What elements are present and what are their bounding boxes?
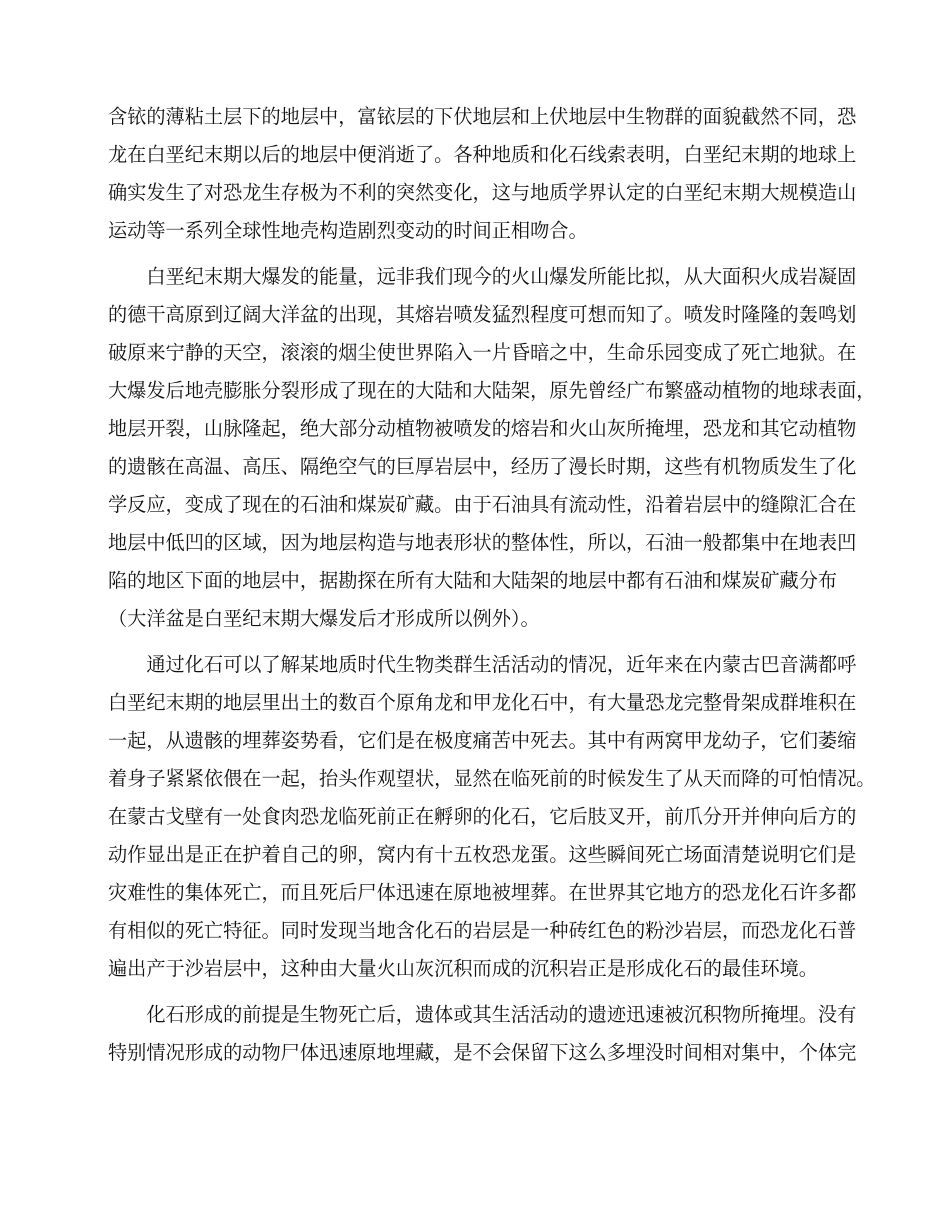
paragraph <box>108 996 857 1072</box>
text-line: 灾难性的集体死亡，而且死后尸体迅速在原地被埋葬。在世界其它地方的恐龙化石许多都 <box>108 881 857 904</box>
text-line: 破原来宁静的天空，滚滚的烟尘使世界陷入一片昏暗之中，生命乐园变成了死亡地狱。在 <box>108 341 857 364</box>
text-line: 学反应，变成了现在的石油和煤炭矿藏。由于石油具有流动性，沿着岩层中的缝隙汇合在 <box>108 493 857 516</box>
text-line: 在蒙古戈壁有一处食肉恐龙临死前正在孵卵的化石，它后肢叉开，前爪分开并伸向后方的 <box>108 805 857 828</box>
text-line: 遍出产于沙岩层中，这种由大量火山灰沉积而成的沉积岩正是形成化石的最佳环境。 <box>108 957 818 980</box>
text-line: 化石形成的前提是生物死亡后，遗体或其生活活动的遗迹迅速被沉积物所掩埋。没有 <box>108 1003 857 1026</box>
text-line: 特别情况形成的动物尸体迅速原地埋藏，是不会保留下这么多埋没时间相对集中，个体完 <box>108 1041 857 1064</box>
text-line: 着身子紧紧依偎在一起，抬头作观望状，显然在临死前的时候发生了从天而降的可怕情况。 <box>108 767 876 790</box>
text-line: 通过化石可以了解某地质时代生物类群生活活动的情况，近年来在内蒙古巴音满都呼 <box>108 653 857 676</box>
paragraph <box>108 98 857 250</box>
text-line: 陷的地区下面的地层中，据勘探在所有大陆和大陆架的地层中都有石油和煤炭矿藏分布 <box>108 569 838 592</box>
text-line: 地层中低凹的区域，因为地层构造与地表形状的整体性，所以，石油一般都集中在地表凹 <box>108 531 857 554</box>
text-line: 大爆发后地壳膨胀分裂形成了现在的大陆和大陆架，原先曾经广布繁盛动植物的地球表面， <box>108 379 876 402</box>
text-line: 地层开裂，山脉隆起，绝大部分动植物被喷发的熔岩和火山灰所掩埋，恐龙和其它动植物 <box>108 417 857 440</box>
text-line: 有相似的死亡特征。同时发现当地含化石的岩层是一种砖红色的粉沙岩层，而恐龙化石普 <box>108 919 857 942</box>
text-line: 的德干高原到辽阔大洋盆的出现，其熔岩喷发猛烈程度可想而知了。喷发时隆隆的轰鸣划 <box>108 303 857 326</box>
paragraph <box>108 646 876 988</box>
text-line: （大洋盆是白垩纪末期大爆发后才形成所以例外）。 <box>108 607 540 630</box>
body-text <box>108 98 876 1080</box>
text-line: 含铱的薄粘土层下的地层中，富铱层的下伏地层和上伏地层中生物群的面貌截然不同，恐 <box>108 105 857 128</box>
text-line: 龙在白垩纪末期以后的地层中便消逝了。各种地质和化石线索表明，白垩纪末期的地球上 <box>108 143 857 166</box>
paragraph <box>108 258 876 638</box>
text-line: 白垩纪末期的地层里出土的数百个原角龙和甲龙化石中，有大量恐龙完整骨架成群堆积在 <box>108 691 857 714</box>
text-line: 一起，从遗骸的埋葬姿势看，它们是在极度痛苦中死去。其中有两窝甲龙幼子，它们萎缩 <box>108 729 857 752</box>
text-line: 确实发生了对恐龙生存极为不利的突然变化，这与地质学界认定的白垩纪末期大规模造山 <box>108 181 857 204</box>
text-line: 运动等一系列全球性地壳构造剧烈变动的时间正相吻合。 <box>108 219 588 242</box>
text-line: 的遗骸在高温、高压、隔绝空气的巨厚岩层中，经历了漫长时期，这些有机物质发生了化 <box>108 455 857 478</box>
text-line: 白垩纪末期大爆发的能量，远非我们现今的火山爆发所能比拟，从大面积火成岩凝固 <box>108 265 857 288</box>
text-line: 动作显出是正在护着自己的卵，窝内有十五枚恐龙蛋。这些瞬间死亡场面清楚说明它们是 <box>108 843 857 866</box>
